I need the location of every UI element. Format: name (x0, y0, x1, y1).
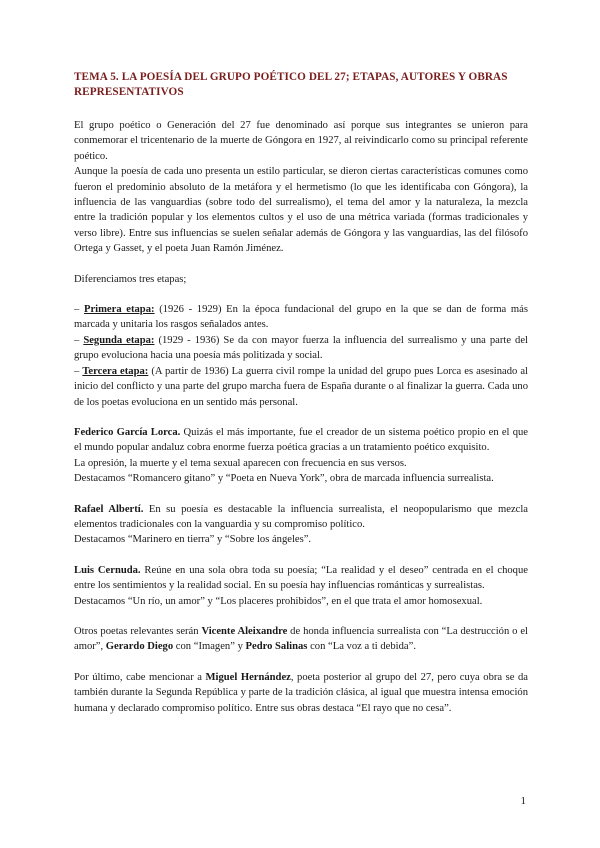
cernuda-text: Reúne en una sola obra toda su poesía; “La realidad y el deseo” centrada en el choque entre los sentimientos y la realidad social. En su poesía hay influencias románticas y surrealistas. (74, 564, 528, 592)
stage-dash: – (74, 365, 83, 377)
hernandez-pre: Por último, cabe mencionar a (74, 671, 206, 683)
lorca-paragraph (74, 425, 528, 456)
stages-intro: Diferenciamos tres etapas; (74, 273, 187, 285)
others-text-2: con “Imagen” y (173, 641, 246, 653)
stage-name: Segunda etapa: (83, 334, 155, 346)
author-name-aleixandre: Vicente Aleixandre (201, 625, 288, 637)
others-text-3: con “La voz a ti debida”. (307, 641, 416, 653)
lorca-line-2: La opresión, la muerte y el tema sexual aparecen con frecuencia en sus versos. (74, 457, 407, 469)
author-name-salinas: Pedro Salinas (245, 641, 308, 653)
stage-name: Tercera etapa: (82, 365, 149, 377)
stage-text: (1929 - 1936) Se da con mayor fuerza la influencia del surrealismo y una parte del grupo evoluciona hacia una poesía más politizada y social. (74, 334, 528, 362)
author-name-diego: Gerardo Diego (105, 641, 174, 653)
page-content (74, 70, 528, 716)
stage-text: (1926 - 1929) En la época fundacional del grupo en la que se dan de forma más marcada y unitaria los rasgos señalados antes. (74, 304, 528, 331)
stage-item (74, 302, 528, 333)
author-name-lorca: Federico García Lorca. (74, 426, 181, 438)
stage-item (74, 364, 528, 410)
page-number: 1 (520, 795, 526, 807)
author-name-alberti: Rafael Albertí. (74, 503, 144, 515)
stage-item (74, 333, 528, 364)
stage-dash: – (74, 334, 84, 346)
author-name-cernuda: Luis Cernuda. (74, 564, 141, 576)
intro-paragraph-2: Aunque la poesía de cada uno presenta un estilo particular, se dieron ciertas características comunes como fueron el predominio absoluto de la metáfora y el hermetismo (lo que les identificaba con Góngora), la influencia de las vanguardias (sobre todo del surrealismo), el tema del amor y la naturaleza, la mezcla entre la tradición popular y los elementos cultos y el uso de una métrica variada (formas tradicionales y verso libre). Entre sus influencias se suelen señalar además de Góngora y las vanguardias, las del filósofo Ortega y Gasset, y el poeta Juan Ramón Jiménez. (74, 166, 528, 255)
hernandez-text: , poeta posterior al grupo del 27, pero cuya obra se da también durante la Segunda República y parte de la tradición clásica, al igual que muestra intensa emoción humana y declarado compromiso político. Entre sus obras destaca “El rayo que no cesa”. (74, 671, 528, 714)
author-name-hernandez: Miguel Hernández (205, 671, 291, 683)
stage-name: Primera etapa: (83, 304, 155, 316)
cernuda-paragraph (74, 563, 528, 594)
stage-text: (A partir de 1936) La guerra civil rompe la unidad del grupo pues Lorca es asesinado al inicio del conflicto y una parte del grupo marcha fuera de España durante o al finalizar la guerra. Cada uno de los poetas evoluciona en un sentido más personal. (74, 365, 528, 408)
others-text-1: de honda influencia surrealista con “La destrucción o el amor”, (74, 625, 528, 653)
others-pre: Otros poetas relevantes serán (74, 625, 202, 637)
stage-dash: – (74, 304, 84, 316)
lorca-line-3: Destacamos “Romancero gitano” y “Poeta en Nueva York”, obra de marcada influencia surrealista. (74, 473, 494, 485)
alberti-paragraph (74, 502, 528, 533)
page-title: TEMA 5. LA POESÍA DEL GRUPO POÉTICO DEL 27; ETAPAS, AUTORES Y OBRAS REPRESENTATIVOS (74, 71, 508, 98)
lorca-text: Quizás el más importante, fue el creador de un sistema poético propio en el que el mundo popular andaluz cobra enorme fuerza poética gracias a un tratamiento poético exquisito. (74, 426, 528, 454)
alberti-text: En su poesía es destacable la influencia surrealista, el neopopularismo que mezcla elementos tradicionales con la vanguardia y su compromiso político. (74, 503, 528, 530)
intro-paragraph-1: El grupo poético o Generación del 27 fue denominado así porque sus integrantes se unieron para conmemorar el tricentenario de la muerte de Góngora en 1927, al reivindicarlo como su principal referente poético. (74, 120, 528, 162)
other-poets-paragraph (74, 624, 528, 655)
cernuda-line-2: Destacamos “Un río, un amor” y “Los placeres prohibidos”, en el que trata el amor homosexual. (74, 595, 483, 607)
alberti-line-2: Destacamos “Marinero en tierra” y “Sobre los ángeles”. (74, 534, 312, 546)
hernandez-paragraph (74, 670, 528, 716)
